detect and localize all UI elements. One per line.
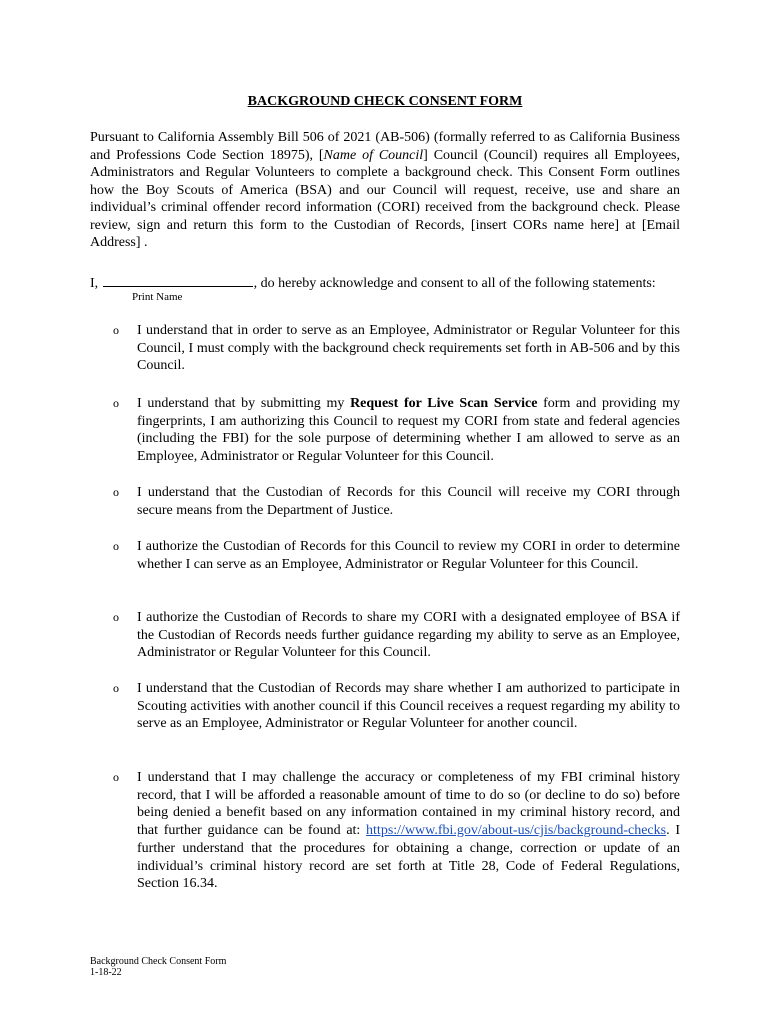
statement-text: I authorize the Custodian of Records for this Council to review my CORI in order to determine whether I can serve as an Employee, Administrator or Regular Volunteer for this Council. (137, 539, 680, 572)
ack-prefix: I, (90, 276, 99, 291)
print-name-blank[interactable] (103, 273, 253, 287)
statement-5 (113, 609, 680, 662)
bullet-icon: o (113, 323, 119, 337)
footer-form-name: Background Check Consent Form (90, 956, 227, 967)
ack-suffix: , do hereby acknowledge and consent to all of the following statements: (253, 276, 656, 291)
intro-text-part1: Pursuant to California Assembly Bill 506 of 2021 (AB-506) (formally referred to as California Business and Professions Code Section 18975), [ (90, 130, 680, 163)
bullet-icon: o (113, 485, 119, 499)
footer-revision-date: 1-18-22 (90, 967, 122, 978)
statement-7 (113, 769, 680, 893)
statement-text: I understand that in order to serve as an Employee, Administrator or Regular Volunteer for this Council, I must comply with the background check requirements set forth in AB-506 and by this Council. (137, 323, 680, 374)
bullet-icon: o (113, 770, 119, 784)
statement-text: I understand that the Custodian of Records for this Council will receive my CORI through secure means from the Department of Justice. (137, 485, 680, 518)
statement-2 (113, 395, 680, 466)
live-scan-form-name: Request for Live Scan Service (350, 396, 538, 411)
statement-6 (113, 680, 680, 733)
statement-4 (113, 538, 680, 573)
form-title: BACKGROUND CHECK CONSENT FORM (247, 94, 523, 109)
council-name-placeholder: Name of Council (323, 147, 424, 163)
bullet-icon: o (113, 681, 119, 695)
bullet-icon: o (113, 539, 119, 553)
intro-paragraph (90, 129, 680, 252)
statement-text: I understand that the Custodian of Records may share whether I am authorized to participate in Scouting activities with another council if this Council receives a request regarding my ability to serve as an Employee, Administrator or Regular Volunteer for another council. (137, 681, 680, 732)
statement-text: I understand that I may challenge the accuracy or completeness of my FBI criminal history record, that I will be afforded a reasonable amount of time to do so (or decline to do so) before being denied a benefit based on any information contained in my criminal history record, and that further guidance can be found at: https://www.fbi.gov/about-us/cjis/background-checks. I further understand that the procedures for obtaining a change, correction or update of an individual’s criminal history record are set forth at Title 28, Code of Federal Regulations, Section 16.34. (137, 770, 680, 892)
statement-3 (113, 484, 680, 519)
bullet-icon: o (113, 396, 119, 410)
fbi-background-checks-link[interactable]: https://www.fbi.gov/about-us/cjis/background-checks (366, 823, 667, 839)
intro-text-part2: ] Council (Council) requires all Employees, Administrators and Regular Volunteers to complete a background check. This Consent Form outlines how the Boy Scouts of America (BSA) and our Council will request, receive, use and share an individual’s criminal offender record information (CORI) received from the background check. Please review, sign and return this form to the Custodian of Records, [insert CORs name here] at [Email Address] . (90, 147, 680, 250)
page-footer (90, 956, 226, 978)
statement-1 (113, 322, 680, 375)
acknowledgement-line (90, 273, 680, 293)
print-name-caption: Print Name (132, 291, 183, 303)
statement-text: I understand that by submitting my Request for Live Scan Service form and providing my fingerprints, I am authorizing this Council to request my CORI from state and federal agencies (including the FBI) for the sole purpose of determining whether I am allowed to serve as an Employee, Administrator or Regular Volunteer for this Council. (137, 396, 680, 465)
bullet-icon: o (113, 610, 119, 624)
statement-text: I authorize the Custodian of Records to share my CORI with a designated employee of BSA if the Custodian of Records needs further guidance regarding my ability to serve as an Employee, Administrator or Regular Volunteer for this Council. (137, 610, 680, 661)
